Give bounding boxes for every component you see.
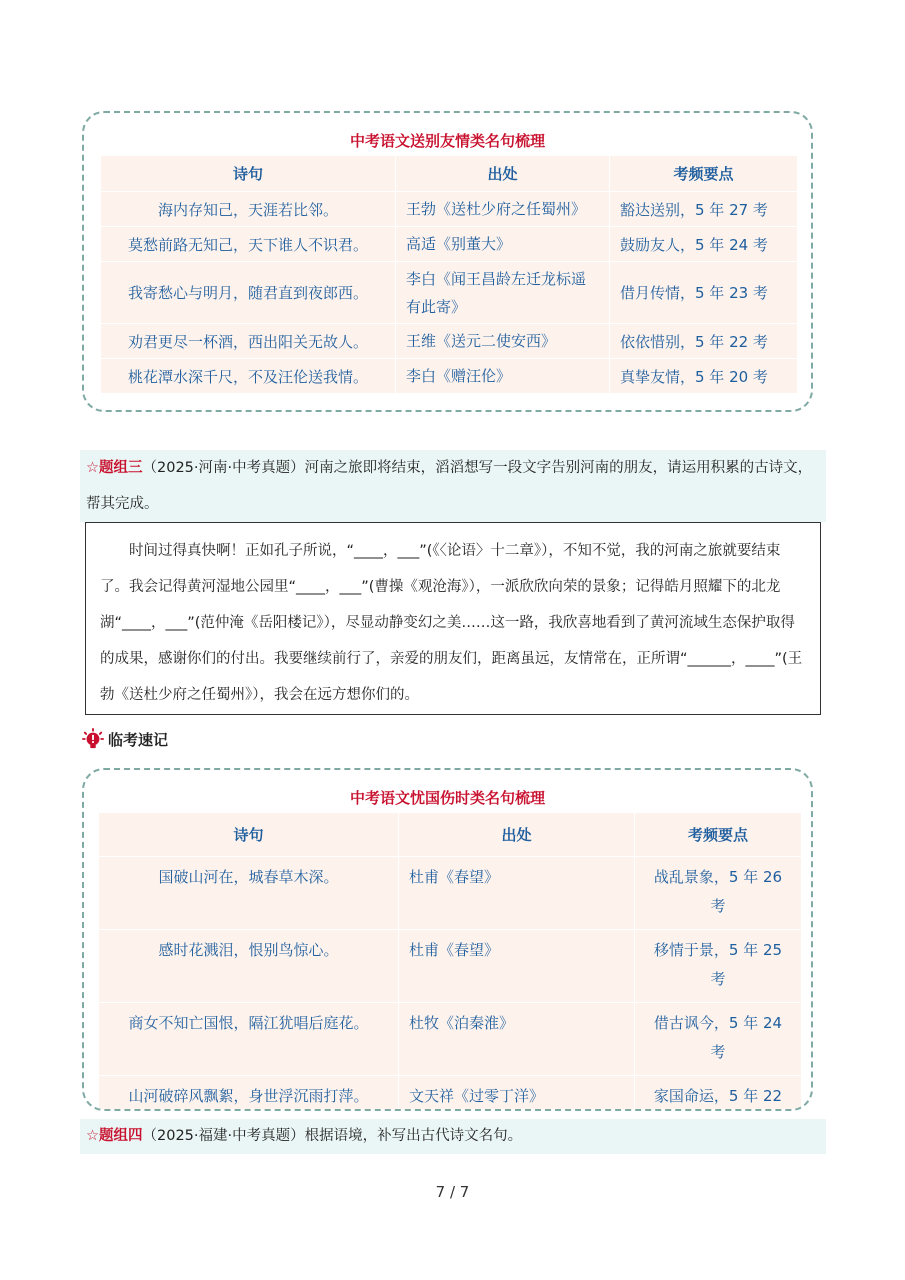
exam-tip-heading [82,726,168,752]
table-header-row [101,156,798,192]
frequency-cell: 借古讽今，5 年 24 考 [635,1003,802,1076]
patriotic-poems-table [98,812,802,1111]
table1-title: 中考语文送别友情类名句梳理 [349,132,545,150]
frequency-cell: 豁达送别，5 年 27 考 [610,192,798,227]
frequency-cell: 依依惜别，5 年 22 考 [610,324,798,359]
question-group-3 [80,450,826,522]
table-row [101,359,798,394]
table-row [99,1076,802,1112]
verse-cell: 莫愁前路无知己，天下谁人不识君。 [101,227,396,262]
table-row [99,857,802,930]
frequency-cell: 鼓励友人，5 年 24 考 [610,227,798,262]
frequency-cell: 真挚友情，5 年 20 考 [610,359,798,394]
table-row [99,930,802,1003]
table-row [101,324,798,359]
exam-tip-label: 临考速记 [108,730,169,749]
source-cell: 文天祥《过零丁洋》 [399,1076,635,1112]
verse-cell: 国破山河在，城春草木深。 [99,857,399,930]
page-number: 7 / 7 [435,1183,470,1201]
friendship-poems-card [82,111,813,412]
verse-cell: 我寄愁心与明月，随君直到夜郎西。 [101,262,396,324]
table-row [101,227,798,262]
source-cell: 李白《闻王昌龄左迁龙标遥有此寄》 [396,262,610,324]
table2-title: 中考语文忧国伤时类名句梳理 [349,789,545,807]
header-source: 出处 [396,156,610,192]
table-row [101,192,798,227]
question-group-3-text: （2025·河南·中考真题）河南之旅即将结束，滔滔想写一段文字告别河南的朋友，请运用积累的古诗文，帮其完成。 [86,460,813,512]
source-cell: 杜甫《春望》 [399,857,635,930]
frequency-cell: 战乱景象，5 年 26 考 [635,857,802,930]
header-frequency: 考频要点 [635,813,802,857]
table-header-row [99,813,802,857]
patriotic-poems-card [82,768,813,1111]
frequency-cell: 移情于景，5 年 25 考 [635,930,802,1003]
verse-cell: 感时花溅泪，恨别鸟惊心。 [99,930,399,1003]
table-row [99,1003,802,1076]
verse-cell: 商女不知亡国恨，隔江犹唱后庭花。 [99,1003,399,1076]
source-cell: 高适《别董大》 [396,227,610,262]
fill-in-passage: 时间过得真快啊！正如孔子所说，“____，___”(《〈论语〉十二章》），不知不觉，我的河南之旅就要结束了。我会记得黄河湿地公园里“____，___”(曹操《观沧海》），一派欣欣向荣的景象；记得皓月照耀下的北龙湖“____，___”(范仲淹《岳阳楼记》），尽显动静变幻之美……这一路，我欣喜地看到了黄河流域生态保护取得的成果，感谢你们的付出。我要继续前行了，亲爱的朋友们，距离虽远，友情常在，正所谓“______，____”(王勃《送杜少府之任蜀州》），我会在远方想你们的。 [85,522,821,715]
lightbulb-alert-icon [82,728,104,750]
verse-cell: 海内存知己，天涯若比邻。 [101,192,396,227]
verse-cell: 山河破碎风飘絮，身世浮沉雨打萍。 [99,1076,399,1112]
table-row [101,262,798,324]
header-source: 出处 [399,813,635,857]
question-group-3-label: ☆题组三 [86,460,143,476]
frequency-cell: 家国命运，5 年 22 [635,1076,802,1112]
header-verse: 诗句 [101,156,396,192]
source-cell: 王维《送元二使安西》 [396,324,610,359]
source-cell: 杜牧《泊秦淮》 [399,1003,635,1076]
header-frequency: 考频要点 [610,156,798,192]
source-cell: 王勃《送杜少府之任蜀州》 [396,192,610,227]
source-cell: 杜甫《春望》 [399,930,635,1003]
friendship-poems-table [100,155,798,394]
header-verse: 诗句 [99,813,399,857]
verse-cell: 桃花潭水深千尺，不及汪伦送我情。 [101,359,396,394]
question-group-4-text: （2025·福建·中考真题）根据语境，补写出古代诗文名句。 [142,1128,523,1144]
verse-cell: 劝君更尽一杯酒，西出阳关无故人。 [101,324,396,359]
question-group-4-label: ☆题组四 [86,1128,143,1144]
question-group-4 [80,1119,826,1154]
source-cell: 李白《赠汪伦》 [396,359,610,394]
frequency-cell: 借月传情，5 年 23 考 [610,262,798,324]
